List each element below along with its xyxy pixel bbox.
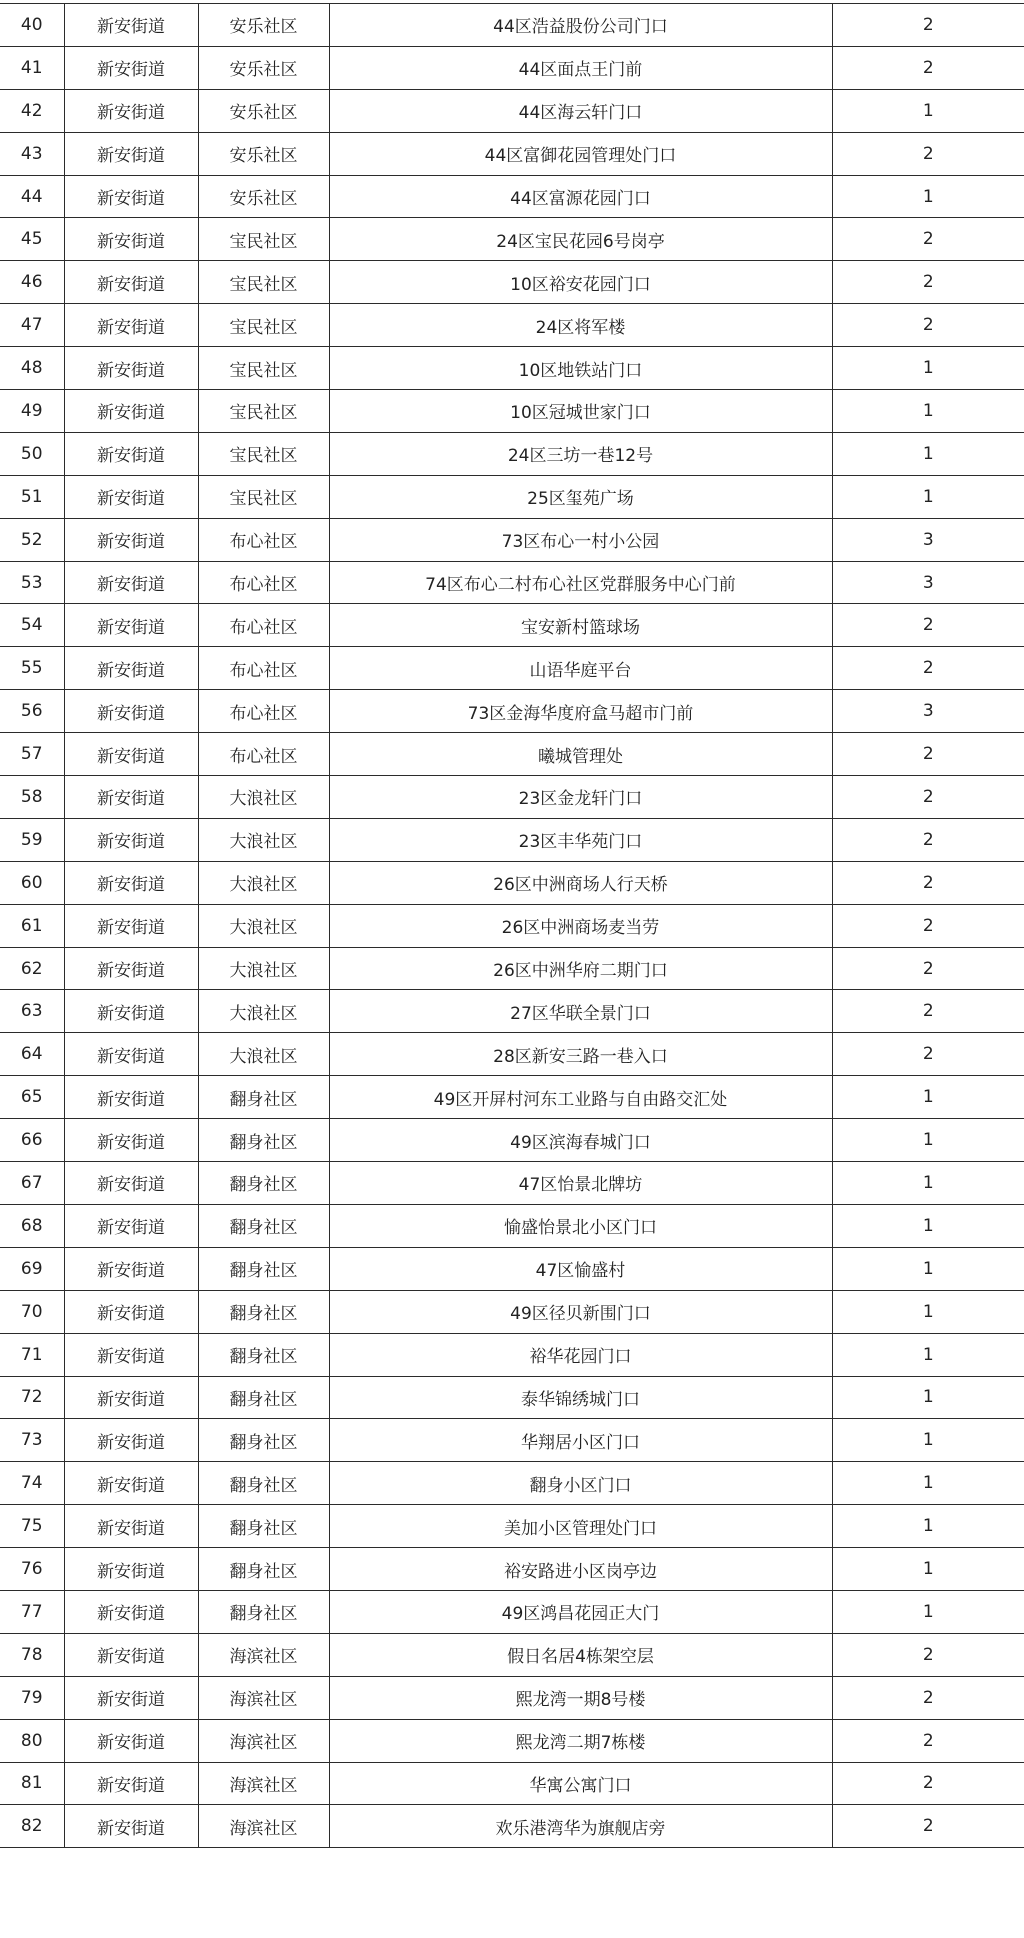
street-cell: 新安街道 [64,1805,198,1848]
count-cell: 2 [832,647,1024,690]
street-cell: 新安街道 [64,690,198,733]
row-number-cell: 57 [0,733,64,776]
count-cell: 1 [832,1290,1024,1333]
table-row [0,647,1024,690]
community-cell: 安乐社区 [198,132,329,175]
count-cell: 2 [832,1762,1024,1805]
street-cell: 新安街道 [64,1590,198,1633]
community-cell: 宝民社区 [198,475,329,518]
row-number-cell: 63 [0,990,64,1033]
row-number-cell: 79 [0,1676,64,1719]
community-cell: 宝民社区 [198,347,329,390]
count-cell: 1 [832,390,1024,433]
street-cell: 新安街道 [64,1719,198,1762]
table-row [0,1119,1024,1162]
table-row [0,1376,1024,1419]
table-row [0,947,1024,990]
count-cell: 2 [832,304,1024,347]
street-cell: 新安街道 [64,1290,198,1333]
location-cell: 26区中洲商场麦当劳 [329,904,832,947]
location-cell: 24区三坊一巷12号 [329,432,832,475]
street-cell: 新安街道 [64,990,198,1033]
street-cell: 新安街道 [64,861,198,904]
community-cell: 布心社区 [198,604,329,647]
table-row [0,1162,1024,1205]
location-cell: 华翔居小区门口 [329,1419,832,1462]
table-row [0,690,1024,733]
row-number-cell: 81 [0,1762,64,1805]
row-number-cell: 53 [0,561,64,604]
street-cell: 新安街道 [64,518,198,561]
table-row [0,861,1024,904]
location-cell: 欢乐港湾华为旗舰店旁 [329,1805,832,1848]
count-cell: 2 [832,776,1024,819]
street-cell: 新安街道 [64,561,198,604]
community-cell: 宝民社区 [198,261,329,304]
count-cell: 1 [832,475,1024,518]
location-cell: 28区新安三路一巷入口 [329,1033,832,1076]
community-cell: 布心社区 [198,647,329,690]
count-cell: 1 [832,1162,1024,1205]
row-number-cell: 40 [0,4,64,47]
community-cell: 海滨社区 [198,1676,329,1719]
count-cell: 1 [832,1119,1024,1162]
row-number-cell: 69 [0,1247,64,1290]
table-row [0,261,1024,304]
row-number-cell: 68 [0,1204,64,1247]
location-cell: 熙龙湾二期7栋楼 [329,1719,832,1762]
count-cell: 2 [832,261,1024,304]
location-cell: 10区冠城世家门口 [329,390,832,433]
street-cell: 新安街道 [64,1462,198,1505]
location-cell: 23区丰华苑门口 [329,818,832,861]
count-cell: 2 [832,1676,1024,1719]
row-number-cell: 75 [0,1505,64,1548]
location-cell: 44区面点王门前 [329,46,832,89]
community-cell: 布心社区 [198,690,329,733]
table-row [0,818,1024,861]
location-cell: 翻身小区门口 [329,1462,832,1505]
table-row [0,1290,1024,1333]
table-row [0,1719,1024,1762]
row-number-cell: 76 [0,1548,64,1591]
community-cell: 海滨社区 [198,1762,329,1805]
count-cell: 2 [832,218,1024,261]
row-number-cell: 71 [0,1333,64,1376]
community-cell: 大浪社区 [198,1033,329,1076]
location-table [0,3,1024,1848]
row-number-cell: 82 [0,1805,64,1848]
table-row [0,604,1024,647]
location-cell: 27区华联全景门口 [329,990,832,1033]
community-cell: 宝民社区 [198,218,329,261]
row-number-cell: 78 [0,1633,64,1676]
count-cell: 1 [832,175,1024,218]
community-cell: 大浪社区 [198,990,329,1033]
table-row [0,347,1024,390]
community-cell: 布心社区 [198,561,329,604]
location-cell: 23区金龙轩门口 [329,776,832,819]
count-cell: 2 [832,947,1024,990]
row-number-cell: 51 [0,475,64,518]
community-cell: 大浪社区 [198,776,329,819]
street-cell: 新安街道 [64,904,198,947]
location-cell: 泰华锦绣城门口 [329,1376,832,1419]
location-cell: 44区海云轩门口 [329,89,832,132]
table-row [0,304,1024,347]
row-number-cell: 73 [0,1419,64,1462]
row-number-cell: 55 [0,647,64,690]
location-cell: 山语华庭平台 [329,647,832,690]
location-cell: 49区鸿昌花园正大门 [329,1590,832,1633]
location-cell: 宝安新村篮球场 [329,604,832,647]
community-cell: 海滨社区 [198,1719,329,1762]
table-row [0,1762,1024,1805]
count-cell: 1 [832,1076,1024,1119]
count-cell: 3 [832,690,1024,733]
table-row [0,904,1024,947]
table-row [0,561,1024,604]
row-number-cell: 47 [0,304,64,347]
row-number-cell: 77 [0,1590,64,1633]
location-cell: 华寓公寓门口 [329,1762,832,1805]
count-cell: 3 [832,561,1024,604]
street-cell: 新安街道 [64,218,198,261]
street-cell: 新安街道 [64,1676,198,1719]
table-row [0,990,1024,1033]
row-number-cell: 67 [0,1162,64,1205]
row-number-cell: 49 [0,390,64,433]
street-cell: 新安街道 [64,46,198,89]
street-cell: 新安街道 [64,132,198,175]
count-cell: 1 [832,89,1024,132]
community-cell: 宝民社区 [198,390,329,433]
row-number-cell: 64 [0,1033,64,1076]
row-number-cell: 61 [0,904,64,947]
community-cell: 大浪社区 [198,904,329,947]
table-row [0,1333,1024,1376]
street-cell: 新安街道 [64,1548,198,1591]
location-cell: 74区布心二村布心社区党群服务中心门前 [329,561,832,604]
table-row [0,1633,1024,1676]
community-cell: 宝民社区 [198,304,329,347]
table-row [0,1247,1024,1290]
community-cell: 翻身社区 [198,1076,329,1119]
street-cell: 新安街道 [64,647,198,690]
street-cell: 新安街道 [64,475,198,518]
count-cell: 1 [832,1462,1024,1505]
count-cell: 2 [832,1719,1024,1762]
location-cell: 裕华花园门口 [329,1333,832,1376]
table-row [0,475,1024,518]
street-cell: 新安街道 [64,175,198,218]
count-cell: 2 [832,904,1024,947]
location-cell: 10区裕安花园门口 [329,261,832,304]
row-number-cell: 62 [0,947,64,990]
count-cell: 2 [832,4,1024,47]
table-row [0,1548,1024,1591]
street-cell: 新安街道 [64,1633,198,1676]
count-cell: 1 [832,432,1024,475]
row-number-cell: 50 [0,432,64,475]
street-cell: 新安街道 [64,261,198,304]
count-cell: 1 [832,1505,1024,1548]
location-cell: 愉盛怡景北小区门口 [329,1204,832,1247]
location-cell: 熙龙湾一期8号楼 [329,1676,832,1719]
row-number-cell: 54 [0,604,64,647]
street-cell: 新安街道 [64,1333,198,1376]
location-cell: 24区将军楼 [329,304,832,347]
row-number-cell: 74 [0,1462,64,1505]
count-cell: 1 [832,1333,1024,1376]
street-cell: 新安街道 [64,4,198,47]
table-row [0,1505,1024,1548]
count-cell: 2 [832,818,1024,861]
row-number-cell: 58 [0,776,64,819]
row-number-cell: 66 [0,1119,64,1162]
street-cell: 新安街道 [64,304,198,347]
row-number-cell: 59 [0,818,64,861]
location-cell: 44区富源花园门口 [329,175,832,218]
table-row [0,4,1024,47]
street-cell: 新安街道 [64,1505,198,1548]
street-cell: 新安街道 [64,347,198,390]
community-cell: 布心社区 [198,518,329,561]
location-table-body [0,4,1024,1848]
community-cell: 安乐社区 [198,175,329,218]
row-number-cell: 56 [0,690,64,733]
table-row [0,776,1024,819]
table-row [0,1419,1024,1462]
street-cell: 新安街道 [64,818,198,861]
table-row [0,390,1024,433]
table-row [0,518,1024,561]
community-cell: 海滨社区 [198,1633,329,1676]
community-cell: 大浪社区 [198,947,329,990]
count-cell: 1 [832,347,1024,390]
street-cell: 新安街道 [64,432,198,475]
row-number-cell: 45 [0,218,64,261]
count-cell: 1 [832,1548,1024,1591]
row-number-cell: 80 [0,1719,64,1762]
table-row [0,46,1024,89]
community-cell: 翻身社区 [198,1376,329,1419]
row-number-cell: 42 [0,89,64,132]
table-row [0,1204,1024,1247]
location-cell: 美加小区管理处门口 [329,1505,832,1548]
row-number-cell: 46 [0,261,64,304]
location-cell: 44区富御花园管理处门口 [329,132,832,175]
row-number-cell: 72 [0,1376,64,1419]
location-cell: 曦城管理处 [329,733,832,776]
street-cell: 新安街道 [64,776,198,819]
community-cell: 安乐社区 [198,4,329,47]
count-cell: 2 [832,733,1024,776]
count-cell: 1 [832,1376,1024,1419]
location-cell: 假日名居4栋架空层 [329,1633,832,1676]
count-cell: 2 [832,1033,1024,1076]
count-cell: 2 [832,861,1024,904]
location-cell: 47区愉盛村 [329,1247,832,1290]
location-cell: 裕安路进小区岗亭边 [329,1548,832,1591]
community-cell: 布心社区 [198,733,329,776]
street-cell: 新安街道 [64,947,198,990]
community-cell: 安乐社区 [198,46,329,89]
street-cell: 新安街道 [64,1162,198,1205]
table-row [0,218,1024,261]
location-cell: 73区布心一村小公园 [329,518,832,561]
street-cell: 新安街道 [64,604,198,647]
street-cell: 新安街道 [64,89,198,132]
street-cell: 新安街道 [64,1119,198,1162]
count-cell: 2 [832,990,1024,1033]
street-cell: 新安街道 [64,1419,198,1462]
street-cell: 新安街道 [64,1762,198,1805]
count-cell: 1 [832,1204,1024,1247]
count-cell: 3 [832,518,1024,561]
count-cell: 1 [832,1590,1024,1633]
table-row [0,1676,1024,1719]
location-cell: 25区玺苑广场 [329,475,832,518]
table-row [0,132,1024,175]
street-cell: 新安街道 [64,1204,198,1247]
table-row [0,1462,1024,1505]
count-cell: 2 [832,132,1024,175]
count-cell: 1 [832,1247,1024,1290]
location-cell: 44区浩益股份公司门口 [329,4,832,47]
street-cell: 新安街道 [64,1247,198,1290]
location-cell: 47区怡景北牌坊 [329,1162,832,1205]
community-cell: 翻身社区 [198,1505,329,1548]
community-cell: 翻身社区 [198,1548,329,1591]
community-cell: 翻身社区 [198,1247,329,1290]
table-row [0,175,1024,218]
row-number-cell: 60 [0,861,64,904]
table-row [0,89,1024,132]
community-cell: 大浪社区 [198,861,329,904]
location-cell: 49区径贝新围门口 [329,1290,832,1333]
table-row [0,1590,1024,1633]
count-cell: 2 [832,604,1024,647]
community-cell: 翻身社区 [198,1590,329,1633]
table-row [0,733,1024,776]
community-cell: 海滨社区 [198,1805,329,1848]
location-cell: 73区金海华度府盒马超市门前 [329,690,832,733]
table-row [0,1033,1024,1076]
count-cell: 2 [832,1805,1024,1848]
community-cell: 翻身社区 [198,1162,329,1205]
street-cell: 新安街道 [64,733,198,776]
location-cell: 49区开屏村河东工业路与自由路交汇处 [329,1076,832,1119]
community-cell: 宝民社区 [198,432,329,475]
row-number-cell: 44 [0,175,64,218]
community-cell: 安乐社区 [198,89,329,132]
location-cell: 49区滨海春城门口 [329,1119,832,1162]
street-cell: 新安街道 [64,390,198,433]
community-cell: 翻身社区 [198,1290,329,1333]
table-row [0,432,1024,475]
community-cell: 翻身社区 [198,1333,329,1376]
row-number-cell: 48 [0,347,64,390]
community-cell: 翻身社区 [198,1419,329,1462]
community-cell: 大浪社区 [198,818,329,861]
location-cell: 24区宝民花园6号岗亭 [329,218,832,261]
count-cell: 2 [832,46,1024,89]
row-number-cell: 43 [0,132,64,175]
table-row [0,1076,1024,1119]
location-cell: 10区地铁站门口 [329,347,832,390]
street-cell: 新安街道 [64,1376,198,1419]
community-cell: 翻身社区 [198,1119,329,1162]
row-number-cell: 65 [0,1076,64,1119]
row-number-cell: 41 [0,46,64,89]
row-number-cell: 70 [0,1290,64,1333]
community-cell: 翻身社区 [198,1204,329,1247]
row-number-cell: 52 [0,518,64,561]
count-cell: 1 [832,1419,1024,1462]
location-cell: 26区中洲商场人行天桥 [329,861,832,904]
street-cell: 新安街道 [64,1033,198,1076]
street-cell: 新安街道 [64,1076,198,1119]
location-cell: 26区中洲华府二期门口 [329,947,832,990]
count-cell: 2 [832,1633,1024,1676]
table-row [0,1805,1024,1848]
community-cell: 翻身社区 [198,1462,329,1505]
